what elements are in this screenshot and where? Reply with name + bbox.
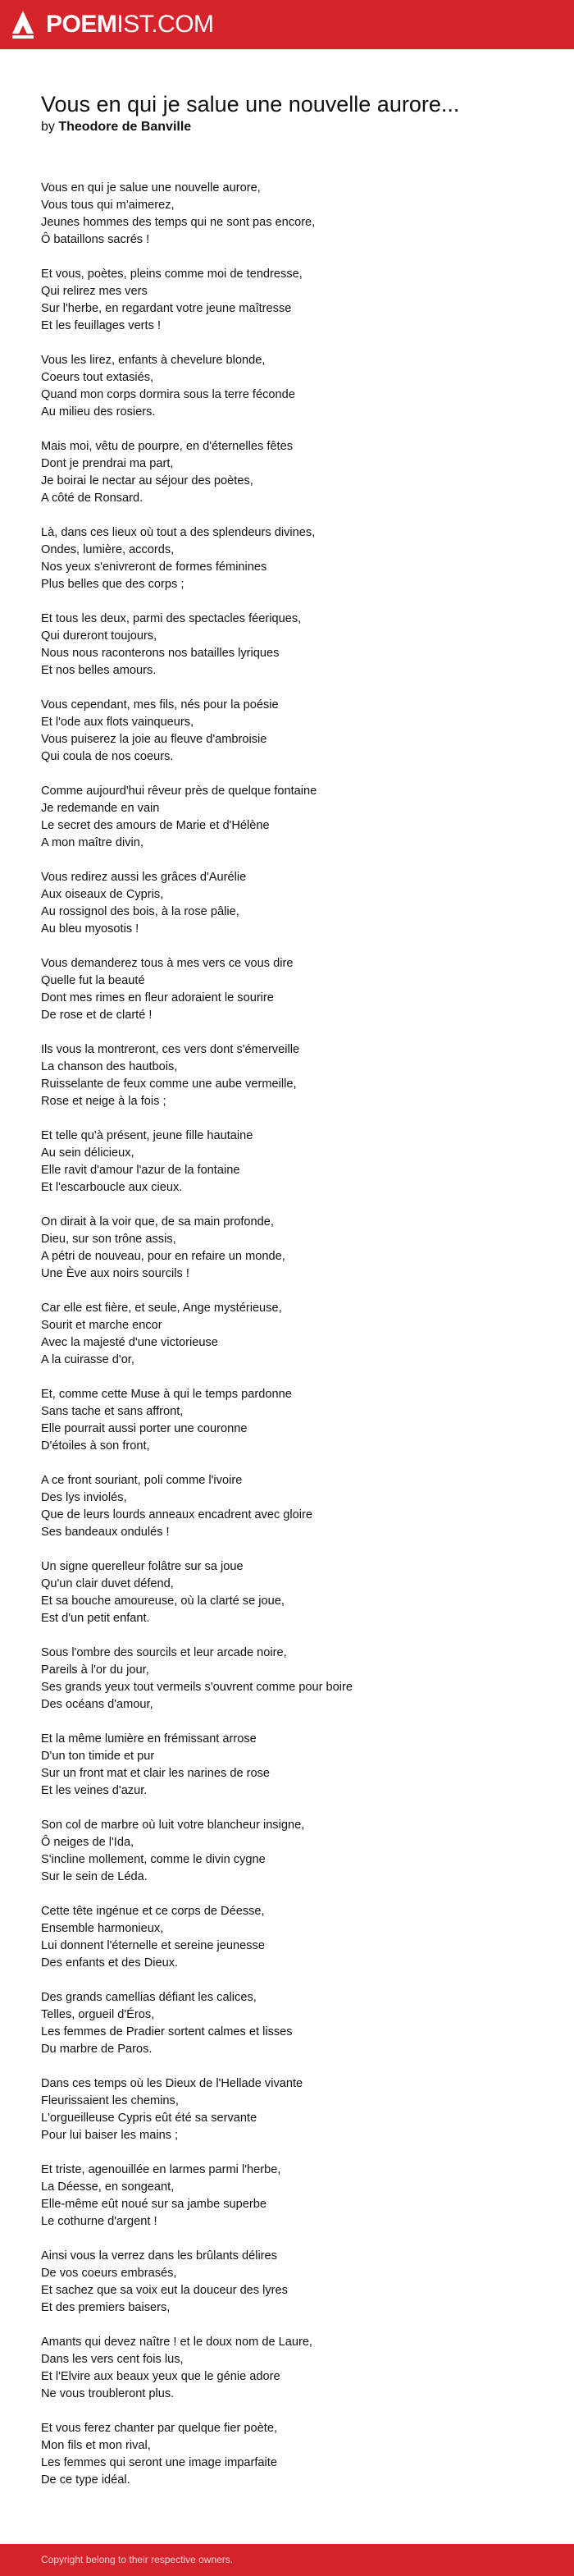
poem-stanza bbox=[41, 352, 549, 421]
poem-stanza bbox=[41, 611, 549, 679]
poem-line: Ruisselante de feux comme une aube vermeille, bbox=[41, 1078, 297, 1091]
poem-line: Sur un front mat et clair les narines de rose bbox=[41, 1767, 271, 1780]
poem-line: Des océans d'amour, bbox=[41, 1698, 153, 1711]
poem-line: S'incline mollement, comme le divin cygne bbox=[41, 1853, 266, 1866]
poem-line: Fleurissaient les chemins, bbox=[41, 2094, 179, 2107]
site-logo-link[interactable] bbox=[10, 9, 214, 40]
poem-line: A la cuirasse d'or, bbox=[41, 1353, 134, 1366]
poem-line: Quelle fut la beauté bbox=[41, 974, 145, 987]
poem-line: Lui donnent l'éternelle et sereine jeunesse bbox=[41, 1939, 265, 1952]
poem-line: Quand mon corps dormira sous la terre féconde bbox=[41, 388, 295, 401]
poem-line: Vous demanderez tous à mes vers ce vous dire bbox=[41, 957, 294, 970]
poem-line: Dans les vers cent fois lus, bbox=[41, 2353, 184, 2366]
poem-line: Dieu, sur son trône assis, bbox=[41, 1233, 176, 1246]
poem-line: Son col de marbre où luit votre blancheur insigne, bbox=[41, 1819, 305, 1832]
poem-stanza bbox=[41, 1558, 549, 1627]
poem-line: Vous tous qui m'aimerez, bbox=[41, 199, 175, 212]
site-header bbox=[0, 0, 574, 49]
poem-line: Qui relirez mes vers bbox=[41, 285, 148, 298]
poem-stanza bbox=[41, 2248, 549, 2317]
poem-line: La Déesse, en songeant, bbox=[41, 2180, 175, 2194]
poem-line: Mais moi, vêtu de pourpre, en d'éternelles fêtes bbox=[41, 440, 293, 453]
poem-line: Et nos belles amours. bbox=[41, 664, 157, 677]
poem-line: Et l'Elvire aux beaux yeux que le génie adore bbox=[41, 2370, 280, 2383]
poem-line: Les femmes de Pradier sortent calmes et lisses bbox=[41, 2025, 293, 2038]
poem-stanza bbox=[41, 1214, 549, 1283]
poem-line: Elle pourrait aussi porter une couronne bbox=[41, 1422, 248, 1435]
poem-line: Des grands camellias défiant les calices, bbox=[41, 1991, 257, 2004]
byline-prefix: by bbox=[41, 120, 55, 134]
poem-line: Vous puiserez la joie au fleuve d'ambroisie bbox=[41, 733, 267, 746]
poem-line: Et triste, agenouillée en larmes parmi l'herbe, bbox=[41, 2163, 281, 2176]
poem-stanza bbox=[41, 869, 549, 938]
poem-line: Au milieu des rosiers. bbox=[41, 405, 156, 419]
poem-line: Et tous les deux, parmi des spectacles féeriques, bbox=[41, 612, 302, 625]
poem-stanza bbox=[41, 2162, 549, 2231]
poem-author[interactable]: Theodore de Banville bbox=[58, 120, 192, 134]
poem-stanza bbox=[41, 955, 549, 1024]
poem-line: Ils vous la montreront, ces vers dont s'émerveille bbox=[41, 1043, 300, 1056]
poem-line: Là, dans ces lieux où tout a des splendeurs divines, bbox=[41, 526, 316, 539]
poem-line: On dirait à la voir que, de sa main profonde, bbox=[41, 1215, 274, 1229]
poem-byline bbox=[41, 120, 191, 135]
poem-line: Ses grands yeux tout vermeils s'ouvrent comme pour boire bbox=[41, 1681, 353, 1694]
poem-line: Au sein délicieux, bbox=[41, 1146, 134, 1160]
poem-line: Et les feuillages verts ! bbox=[41, 319, 162, 332]
poem-line: Sous l'ombre des sourcils et leur arcade noire, bbox=[41, 1646, 287, 1659]
poem-stanza bbox=[41, 524, 549, 593]
poem-title: Vous en qui je salue une nouvelle aurore... bbox=[41, 92, 460, 117]
poem-line: Elle ravit d'amour l'azur de la fontaine bbox=[41, 1164, 240, 1177]
poem-stanza bbox=[41, 1041, 549, 1110]
poem-line: Je redemande en vain bbox=[41, 802, 160, 815]
poem-line: Qui coula de nos coeurs. bbox=[41, 750, 174, 763]
poem-stanza bbox=[41, 1472, 549, 1541]
poem-line: Et sa bouche amoureuse, où la clarté se joue, bbox=[41, 1595, 285, 1608]
poem-line: A côté de Ronsard. bbox=[41, 492, 144, 505]
poem-line: Les femmes qui seront une image imparfaite bbox=[41, 2456, 277, 2469]
poem-stanza bbox=[41, 438, 549, 507]
poem-line: Est d'un petit enfant. bbox=[41, 1612, 150, 1625]
poem-line: Qui dureront toujours, bbox=[41, 629, 157, 643]
poem-line: Nos yeux s'enivreront de formes féminines bbox=[41, 560, 267, 574]
poem-line: Et l'escarboucle aux cieux. bbox=[41, 1181, 183, 1194]
poem-line: Et des premiers baisers, bbox=[41, 2301, 171, 2314]
poem-line: Et vous, poètes, pleins comme moi de tendresse, bbox=[41, 268, 303, 281]
poem-stanza bbox=[41, 2420, 549, 2489]
poem-line: Ne vous troubleront plus. bbox=[41, 2387, 175, 2400]
poem-line: Sourit et marche encor bbox=[41, 1319, 162, 1332]
poem-stanza bbox=[41, 1386, 549, 1455]
poem-line: Coeurs tout extasiés, bbox=[41, 371, 154, 384]
poem-line: Qu'un clair duvet défend, bbox=[41, 1577, 174, 1590]
poem-stanza bbox=[41, 697, 549, 766]
poem-line: Jeunes hommes des temps qui ne sont pas encore, bbox=[41, 216, 316, 229]
poem-line: Dans ces temps où les Dieux de l'Hellade vivante bbox=[41, 2077, 303, 2090]
poem-line: Amants qui devez naître ! et le doux nom de Laure, bbox=[41, 2336, 312, 2349]
poem-stanza bbox=[41, 2334, 549, 2403]
poem-line: Et les veines d'azur. bbox=[41, 1784, 148, 1797]
poem-line: Sur l'herbe, en regardant votre jeune maîtresse bbox=[41, 302, 292, 315]
poem-line: D'étoiles à son front, bbox=[41, 1439, 150, 1453]
footer-copyright: Copyright belong to their respective owners. bbox=[41, 2554, 234, 2565]
poem-stanza bbox=[41, 1989, 549, 2058]
poem-line: D'un ton timide et pur bbox=[41, 1750, 155, 1763]
poem-line: Et, comme cette Muse à qui le temps pardonne bbox=[41, 1388, 292, 1401]
poem-line: Des lys inviolés, bbox=[41, 1491, 127, 1504]
poem-line: A mon maître divin, bbox=[41, 836, 144, 849]
poem-line: Et vous ferez chanter par quelque fier poète, bbox=[41, 2422, 277, 2435]
poem-stanza bbox=[41, 1817, 549, 1886]
poem-line: Avec la majesté d'une victorieuse bbox=[41, 1336, 218, 1349]
poem-line: Le cothurne d'argent ! bbox=[41, 2215, 157, 2228]
poem-line: Vous redirez aussi les grâces d'Aurélie bbox=[41, 871, 247, 884]
poem-line: Pareils à l'or du jour, bbox=[41, 1663, 149, 1677]
poem-line: Pour lui baiser les mains ; bbox=[41, 2129, 179, 2142]
poem-line: Dont mes rimes en fleur adoraient le sourire bbox=[41, 991, 274, 1004]
poem-line: Je boirai le nectar au séjour des poètes, bbox=[41, 474, 253, 487]
site-footer bbox=[0, 2544, 574, 2576]
poem-line: Comme aujourd'hui rêveur près de quelque fontaine bbox=[41, 785, 317, 798]
poem-stanza bbox=[41, 266, 549, 335]
poem-line: Ondes, lumière, accords, bbox=[41, 543, 175, 556]
poem-stanza bbox=[41, 1731, 549, 1800]
poem-line: Cette tête ingénue et ce corps de Déesse, bbox=[41, 1905, 265, 1918]
poem-line: Et l'ode aux flots vainqueurs, bbox=[41, 716, 194, 729]
poem-line: Au rossignol des bois, à la rose pâlie, bbox=[41, 905, 239, 918]
poem-stanza bbox=[41, 1128, 549, 1196]
poem-line: Ses bandeaux ondulés ! bbox=[41, 1526, 170, 1539]
poem-line: Et sachez que sa voix eut la douceur des lyres bbox=[41, 2284, 288, 2297]
poem-line: Au bleu myosotis ! bbox=[41, 922, 139, 936]
poem-line: Rose et neige à la fois ; bbox=[41, 1095, 166, 1108]
poem-line: Nous nous raconterons nos batailles lyriques bbox=[41, 647, 280, 660]
poem-line: Ô neiges de l'Ida, bbox=[41, 1836, 134, 1849]
poem-line: Aux oiseaux de Cypris, bbox=[41, 888, 164, 901]
poem-line: Du marbre de Paros. bbox=[41, 2043, 153, 2056]
logo-wordmark-bold: POEM bbox=[46, 11, 117, 38]
poem-line: Plus belles que des corps ; bbox=[41, 578, 184, 591]
poem-line: Sur le sein de Léda. bbox=[41, 1870, 148, 1883]
poem-stanza bbox=[41, 180, 549, 249]
site-logo-wordmark bbox=[46, 9, 214, 40]
poem-line: Dont je prendrai ma part, bbox=[41, 457, 174, 470]
poem-stanza bbox=[41, 1645, 549, 1714]
logo-wordmark-light: IST.COM bbox=[116, 11, 214, 38]
poem-line: Le secret des amours de Marie et d'Hélène bbox=[41, 819, 270, 832]
poem-line: Un signe querelleur folâtre sur sa joue bbox=[41, 1560, 244, 1573]
poem-stanza bbox=[41, 1300, 549, 1369]
poem-line: Car elle est fière, et seule, Ange mystérieuse, bbox=[41, 1302, 282, 1315]
poem-body bbox=[41, 180, 549, 2506]
poem-line: Sans tache et sans affront, bbox=[41, 1405, 184, 1418]
poem-line: Ensemble harmonieux, bbox=[41, 1922, 164, 1935]
poem-line: Et telle qu'à présent, jeune fille hautaine bbox=[41, 1129, 253, 1142]
poem-line: L'orgueilleuse Cypris eût été sa servante bbox=[41, 2112, 257, 2125]
poem-line: Telles, orgueil d'Éros, bbox=[41, 2008, 155, 2021]
poem-line: Et la même lumière en frémissant arrose bbox=[41, 1732, 257, 1746]
poem-line: A pétri de nouveau, pour en refaire un monde, bbox=[41, 1250, 285, 1263]
poem-line: Elle-même eût noué sur sa jambe superbe bbox=[41, 2198, 266, 2211]
poem-line: A ce front souriant, poli comme l'ivoire bbox=[41, 1474, 243, 1487]
poem-line: De vos coeurs embrasés, bbox=[41, 2267, 177, 2280]
poem-line: Ainsi vous la verrez dans les brûlants délires bbox=[41, 2249, 277, 2263]
poem-line: Ô bataillons sacrés ! bbox=[41, 233, 150, 246]
poem-line: Vous en qui je salue une nouvelle aurore, bbox=[41, 181, 261, 194]
poem-line: Une Ève aux noirs sourcils ! bbox=[41, 1267, 189, 1280]
poem-line: La chanson des hautbois, bbox=[41, 1060, 178, 1073]
poem-line: Mon fils et mon rival, bbox=[41, 2439, 151, 2452]
poem-line: Vous cependant, mes fils, nés pour la poésie bbox=[41, 698, 279, 711]
poem-line: Des enfants et des Dieux. bbox=[41, 1956, 179, 1970]
poem-line: Que de leurs lourds anneaux encadrent avec gloire bbox=[41, 1508, 313, 1521]
poem-line: Vous les lirez, enfants à chevelure blonde, bbox=[41, 354, 266, 367]
poem-line: De rose et de clarté ! bbox=[41, 1009, 153, 1022]
poem-stanza bbox=[41, 1903, 549, 1972]
poem-line: De ce type idéal. bbox=[41, 2473, 130, 2487]
poem-stanza bbox=[41, 783, 549, 852]
poem-stanza bbox=[41, 2075, 549, 2144]
poemist-logo-icon bbox=[10, 9, 36, 40]
